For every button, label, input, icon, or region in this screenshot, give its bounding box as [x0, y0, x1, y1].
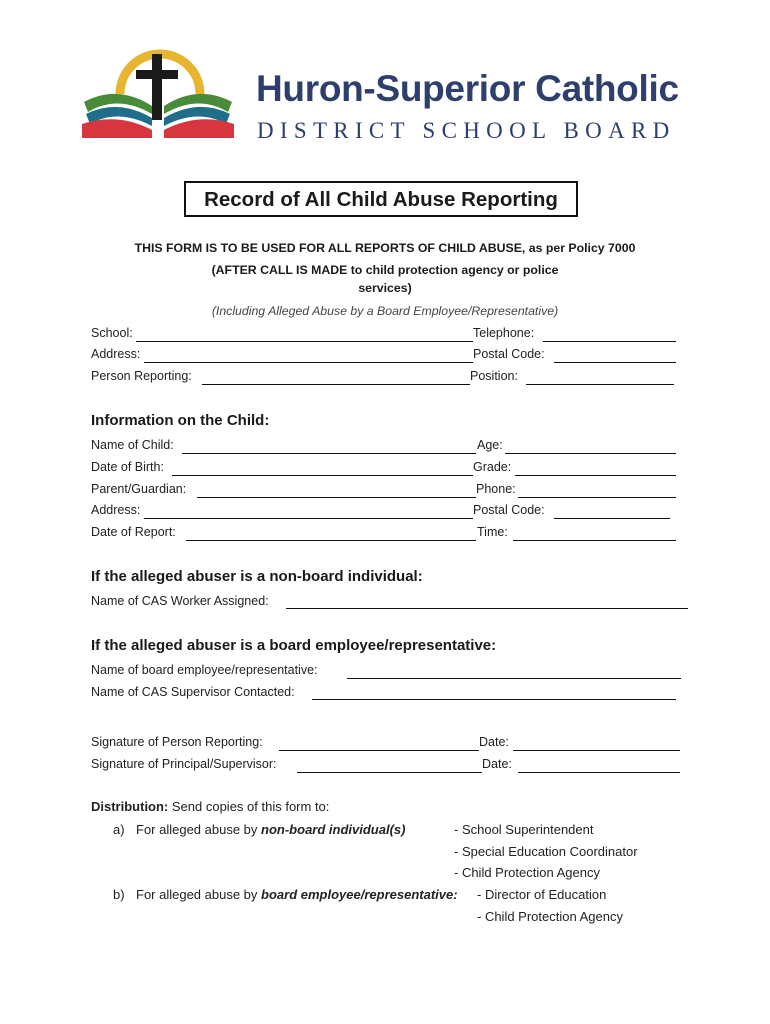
- grade-label: Grade:: [473, 460, 512, 474]
- distribution-b-emph: board employee/representative:: [261, 887, 458, 902]
- address-label: Address:: [91, 347, 141, 361]
- child-address-field[interactable]: [144, 518, 473, 519]
- cross-vertical: [152, 54, 162, 120]
- distribution-b-text: For alleged abuse by: [136, 887, 262, 902]
- instruction-line-4: (Including Alleged Abuse by a Board Employee/Representative): [211, 304, 559, 318]
- cas-worker-label: Name of CAS Worker Assigned:: [91, 594, 269, 608]
- date-report-label: Date of Report:: [91, 525, 176, 539]
- time-label: Time:: [477, 525, 508, 539]
- cas-worker-field[interactable]: [286, 608, 688, 609]
- signature-date2-label: Date:: [482, 757, 512, 771]
- board-employee-label: Name of board employee/representative:: [91, 663, 318, 677]
- book-left-red: [82, 119, 152, 138]
- cross-horizontal: [136, 70, 178, 79]
- distribution-intro: Send copies of this form to:: [168, 799, 330, 814]
- board-employee-field[interactable]: [347, 678, 681, 679]
- instruction-line-3: services): [358, 281, 412, 295]
- person-reporting-field[interactable]: [202, 384, 470, 385]
- age-label: Age:: [477, 438, 503, 452]
- distribution-a-prefix: a): [113, 822, 125, 837]
- position-field[interactable]: [526, 384, 674, 385]
- distribution-b-line: [136, 887, 458, 902]
- age-field[interactable]: [505, 453, 676, 454]
- board-heading: If the alleged abuser is a board employee/representative:: [91, 637, 497, 654]
- signature-principal-field[interactable]: [297, 772, 482, 773]
- signature-date1-label: Date:: [479, 735, 509, 749]
- recipient-b-2: - Child Protection Agency: [477, 909, 623, 924]
- child-name-field[interactable]: [182, 453, 476, 454]
- child-name-label: Name of Child:: [91, 438, 174, 452]
- distribution-a-line: [136, 822, 405, 837]
- postal-code-label: Postal Code:: [473, 347, 545, 361]
- parent-label: Parent/Guardian:: [91, 482, 187, 496]
- recipient-b-1: - Director of Education: [477, 887, 607, 902]
- child-postal-code-label: Postal Code:: [473, 503, 545, 517]
- postal-code-field[interactable]: [554, 362, 676, 363]
- dob-field[interactable]: [172, 475, 473, 476]
- distribution-label: Distribution:: [91, 799, 169, 814]
- position-label: Position:: [470, 369, 518, 383]
- recipient-a-3: - Child Protection Agency: [454, 865, 600, 880]
- parent-field[interactable]: [197, 497, 476, 498]
- signature-principal-label: Signature of Principal/Supervisor:: [91, 757, 277, 771]
- grade-field[interactable]: [515, 475, 676, 476]
- instruction-line-2: (AFTER CALL IS MADE to child protection agency or police: [211, 263, 559, 277]
- school-field[interactable]: [136, 341, 473, 342]
- board-logo: [78, 34, 238, 138]
- telephone-label: Telephone:: [473, 326, 535, 340]
- book-right-red: [164, 119, 234, 138]
- school-label: School:: [91, 326, 133, 340]
- instruction-line-1: THIS FORM IS TO BE USED FOR ALL REPORTS OF CHILD ABUSE, as per Policy 7000: [134, 241, 636, 255]
- child-address-label: Address:: [91, 503, 141, 517]
- child-info-heading: Information on the Child:: [91, 412, 270, 429]
- recipient-a-2: - Special Education Coordinator: [454, 844, 638, 859]
- distribution-a-text: For alleged abuse by: [136, 822, 262, 837]
- signature-reporting-field[interactable]: [279, 750, 479, 751]
- signature-reporting-label: Signature of Person Reporting:: [91, 735, 263, 749]
- org-name: Huron-Superior Catholic: [256, 68, 679, 109]
- person-reporting-label: Person Reporting:: [91, 369, 192, 383]
- time-field[interactable]: [513, 540, 676, 541]
- distribution-b-prefix: b): [113, 887, 125, 902]
- cas-supervisor-field[interactable]: [312, 699, 676, 700]
- form-title: Record of All Child Abuse Reporting: [184, 181, 578, 217]
- date-report-field[interactable]: [186, 540, 476, 541]
- org-subtitle: DISTRICT SCHOOL BOARD: [257, 118, 676, 143]
- distribution-line: [91, 799, 329, 814]
- dob-label: Date of Birth:: [91, 460, 164, 474]
- phone-label: Phone:: [476, 482, 516, 496]
- phone-field[interactable]: [518, 497, 676, 498]
- telephone-field[interactable]: [543, 341, 676, 342]
- non-board-heading: If the alleged abuser is a non-board individual:: [91, 568, 423, 585]
- child-postal-code-field[interactable]: [554, 518, 670, 519]
- signature-date1-field[interactable]: [513, 750, 680, 751]
- signature-date2-field[interactable]: [518, 772, 680, 773]
- distribution-a-emph: non-board individual(s): [261, 822, 406, 837]
- cas-supervisor-label: Name of CAS Supervisor Contacted:: [91, 685, 295, 699]
- recipient-a-1: - School Superintendent: [454, 822, 594, 837]
- address-field[interactable]: [144, 362, 473, 363]
